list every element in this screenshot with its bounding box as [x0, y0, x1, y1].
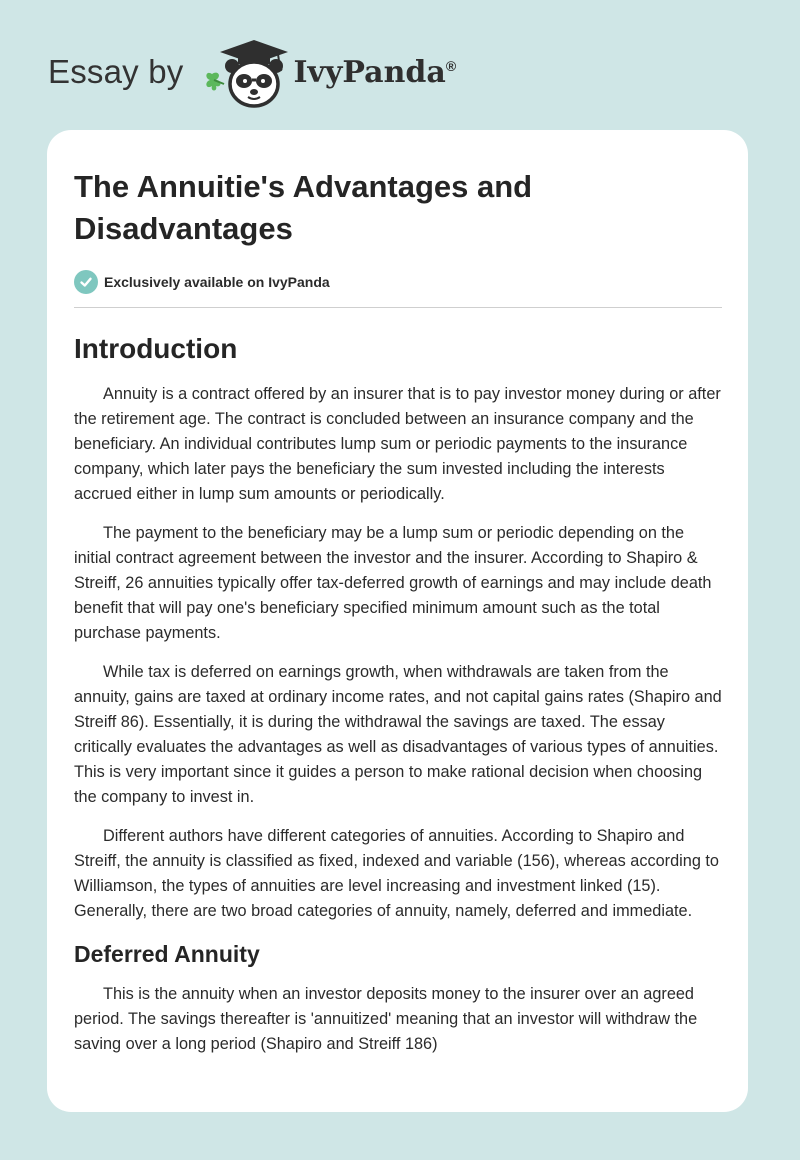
section-heading-deferred-annuity: Deferred Annuity [74, 941, 260, 967]
ivypanda-logo[interactable] [198, 34, 457, 110]
exclusive-badge [74, 269, 721, 295]
paragraph: Different authors have different categories of annuities. According to Shapiro and Streiff, the annuity is classified as fixed, indexed and variable (156), whereas according to Williamson, the types of annuities are level increasing and investment linked (15). Generally, there are two broad categories of annuity, namely, deferred and immediate. [74, 827, 719, 920]
paragraph: This is the annuity when an investor deposits money to the insurer over an agreed period. The savings thereafter is 'annuitized' meaning that an investor will withdraw the saving over a long period (Shapiro and Streiff 186) [74, 985, 698, 1053]
article-card [47, 130, 748, 1112]
article-title: The Annuitie's Advantages and Disadvantages [74, 169, 533, 246]
paragraph: The payment to the beneficiary may be a lump sum or periodic depending on the initial contract agreement between the investor and the insurer. According to Shapiro & Streiff, 26 annuities typically offer tax-deferred growth of earnings and may include death benefit that will pay one's beneficiary specified minimum amount such as the total purchase payments. [74, 524, 712, 642]
title-divider [74, 307, 722, 308]
brand-name [294, 55, 457, 90]
section-heading-introduction: Introduction [74, 333, 238, 364]
site-header [48, 34, 456, 110]
brand-text: IvyPanda [293, 54, 446, 90]
essay-by-label: Essay by [48, 53, 184, 90]
check-icon [74, 270, 98, 294]
ivy-leaf-icon [206, 73, 224, 91]
panda-mascot-icon [198, 34, 288, 110]
paragraph: Annuity is a contract offered by an insurer that is to pay investor money during or after the retirement age. The contract is concluded between an insurance company and the beneficiary. An individual contributes lump sum or periodic payments to the insurance company, which later pays the beneficiary the sum invested including the interests accrued either in lump sum amounts or periodically. [74, 385, 721, 503]
paragraph: While tax is deferred on earnings growth, when withdrawals are taken from the annuity, gains are taxed at ordinary income rates, and not capital gains rates (Shapiro and Streiff 86). Essentially, it is during the withdrawal the savings are taxed. The essay critically evaluates the advantages as well as disadvantages of various types of annuities. This is very important since it guides a person to make rational decision when choosing the company to invest in. [74, 663, 722, 806]
registered-mark: ® [445, 57, 457, 74]
exclusive-label: Exclusively available on IvyPanda [104, 274, 330, 290]
